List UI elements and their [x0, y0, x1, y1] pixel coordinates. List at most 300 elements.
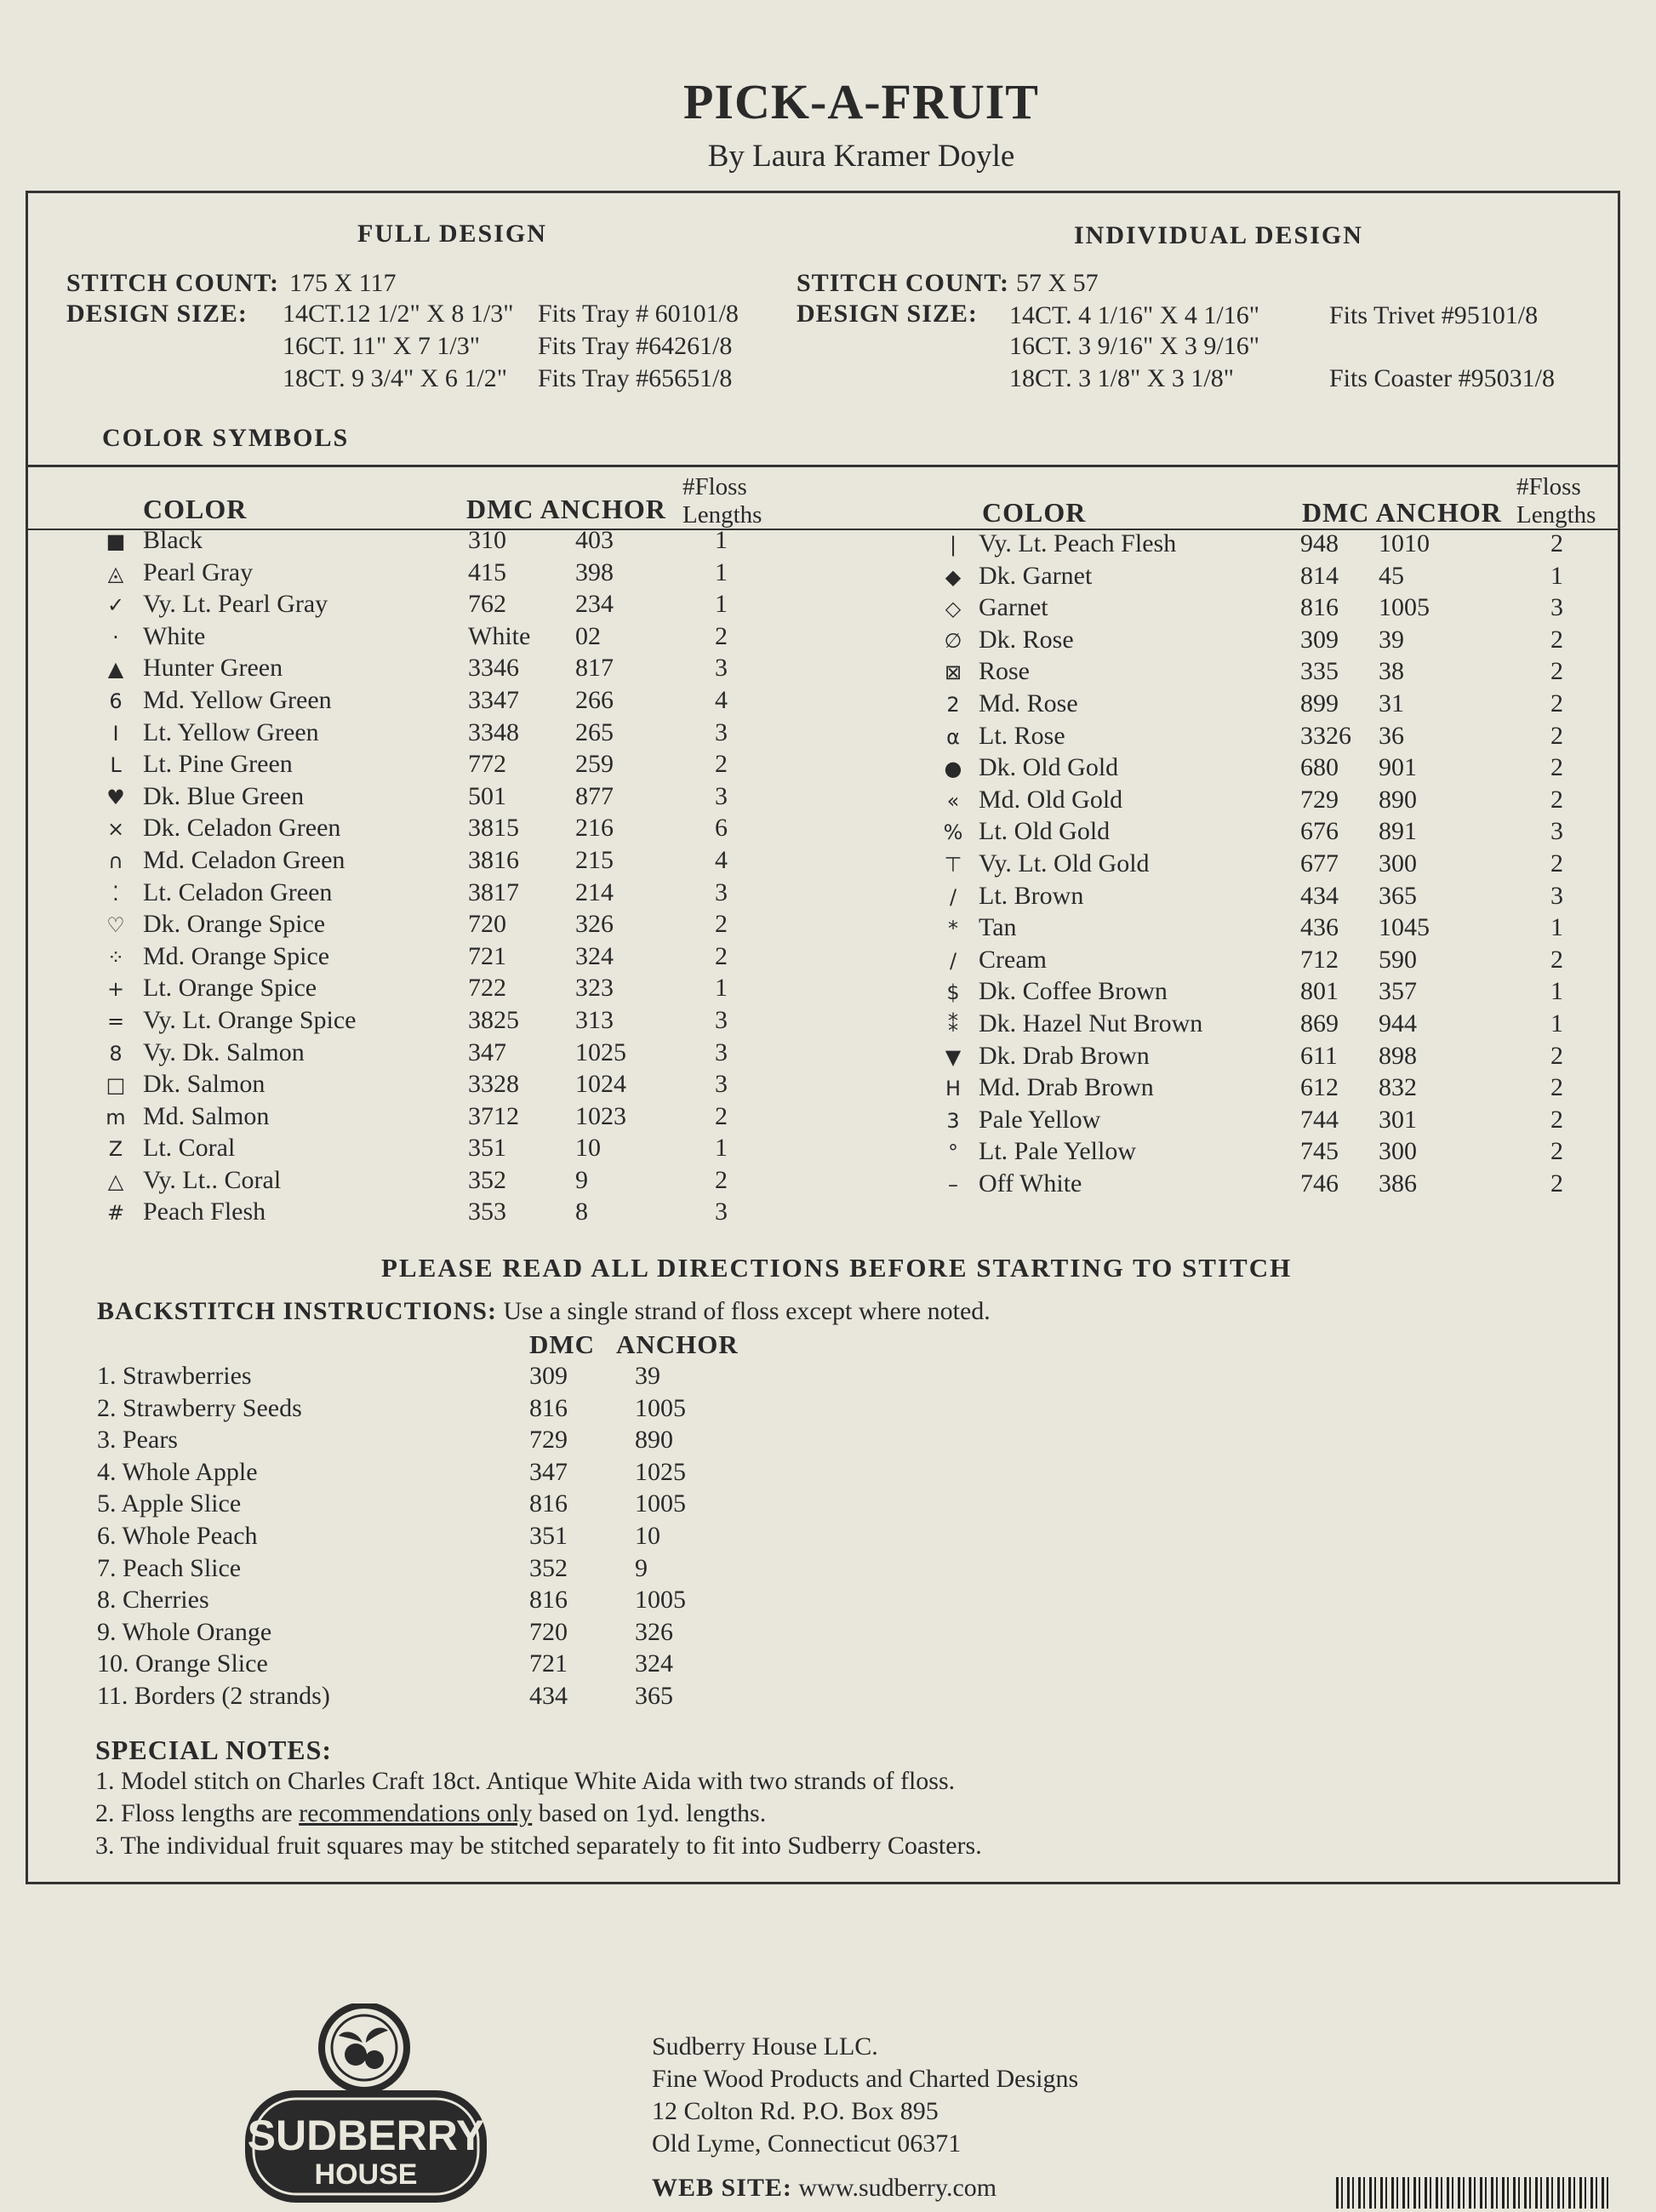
- floss-lengths: 1: [1550, 1009, 1563, 1037]
- note-1: 1. Model stitch on Charles Craft 18ct. Antique White Aida with two strands of floss.: [95, 1767, 956, 1795]
- floss-lengths: 3: [715, 1005, 728, 1034]
- anchor-number: 1010: [1379, 529, 1430, 557]
- symbol-icon: ⁑: [948, 1012, 958, 1037]
- dmc-number: 816: [529, 1393, 568, 1422]
- symbol-icon: ◬: [107, 561, 124, 586]
- backstitch-item: 7. Peach Slice: [97, 1553, 242, 1582]
- dmc-number: 721: [529, 1649, 568, 1678]
- floss-lengths: 2: [1550, 785, 1563, 814]
- dmc-number: 729: [529, 1426, 568, 1455]
- dmc-number: 351: [468, 1134, 506, 1163]
- anchor-number: 1045: [1379, 913, 1430, 942]
- floss-lengths: 3: [715, 717, 728, 746]
- color-name: Garnet: [979, 593, 1048, 622]
- symbol-icon: °: [948, 1140, 958, 1165]
- color-name: Lt. Pine Green: [143, 750, 293, 779]
- author-line: By Laura Kramer Doyle: [707, 139, 1015, 174]
- anchor-number: 45: [1379, 561, 1404, 590]
- anchor-number: 265: [575, 717, 614, 746]
- dmc-number: 816: [529, 1586, 568, 1615]
- dmc-number: 335: [1300, 657, 1339, 686]
- color-name: Black: [143, 526, 203, 554]
- color-name: Lt. Pale Yellow: [979, 1137, 1137, 1166]
- symbol-icon: H: [945, 1077, 962, 1101]
- anchor-number: 8: [575, 1197, 588, 1226]
- floss-lengths: 2: [1550, 529, 1563, 557]
- symbol-icon: ∩: [108, 849, 123, 873]
- dmc-number: 612: [1300, 1073, 1339, 1102]
- anchor-number: 1005: [635, 1393, 686, 1422]
- anchor-number: 891: [1379, 817, 1417, 846]
- symbol-icon: –: [948, 1172, 958, 1197]
- full-size-16ct: 16CT. 11" X 7 1/3": [283, 332, 480, 360]
- color-name: Vy. Lt. Orange Spice: [143, 1005, 357, 1034]
- anchor-number: 890: [635, 1426, 673, 1455]
- dmc-number: 721: [468, 941, 506, 970]
- dmc-number: 3348: [468, 717, 519, 746]
- anchor-number: 1005: [635, 1489, 686, 1518]
- address-line-1: 12 Colton Rd. P.O. Box 895: [652, 2097, 939, 2125]
- symbol-icon: ⁚: [112, 881, 119, 906]
- website-line: [652, 2174, 996, 2203]
- floss-lengths: 2: [1550, 1169, 1563, 1197]
- anchor-number: 1005: [1379, 593, 1430, 622]
- symbol-icon: *: [948, 917, 958, 941]
- symbol-icon: ∅: [944, 628, 962, 653]
- symbol-icon: ▼: [945, 1044, 962, 1069]
- color-name: Lt. Old Gold: [979, 817, 1111, 846]
- floss-lengths: 3: [715, 1197, 728, 1226]
- dmc-number: 353: [468, 1197, 506, 1226]
- dmc-number: 801: [1300, 977, 1339, 1006]
- company-name: Sudberry House LLC.: [652, 2032, 878, 2061]
- backstitch-label: BACKSTITCH INSTRUCTIONS:: [97, 1297, 497, 1325]
- symbol-icon: I: [112, 721, 119, 746]
- color-name: Dk. Blue Green: [143, 781, 305, 810]
- lengths-label: Lengths: [682, 501, 762, 529]
- full-fits-18ct: Fits Tray #65651/8: [538, 364, 733, 392]
- anchor-number: 216: [575, 814, 614, 843]
- symbol-icon: #: [106, 1201, 125, 1226]
- symbol-icon: Z: [108, 1137, 123, 1162]
- floss-lengths: 2: [1550, 945, 1563, 974]
- full-fits-16ct: Fits Tray #64261/8: [538, 332, 733, 360]
- symbol-icon: ♡: [106, 913, 125, 938]
- floss-lengths: 2: [1550, 1137, 1563, 1166]
- ind-size-18ct: 18CT. 3 1/8" X 3 1/8": [1009, 364, 1234, 392]
- color-name: Md. Orange Spice: [143, 941, 330, 970]
- ind-size-16ct: 16CT. 3 9/16" X 3 9/16": [1009, 332, 1259, 360]
- symbol-icon: $: [946, 980, 960, 1005]
- symbol-icon: ⁘: [106, 945, 125, 969]
- symbol-icon: ⊤: [944, 852, 962, 877]
- dmc-number: 415: [468, 557, 506, 586]
- symbol-icon: □: [106, 1073, 126, 1098]
- floss-lengths: 2: [1550, 1041, 1563, 1070]
- dmc-number: 676: [1300, 817, 1339, 846]
- symbol-icon: =: [106, 1009, 125, 1033]
- color-name: Md. Old Gold: [979, 785, 1123, 814]
- symbol-icon: /: [949, 884, 957, 909]
- backstitch-item: 10. Orange Slice: [97, 1649, 268, 1678]
- page-title: PICK-A-FRUIT: [683, 74, 1039, 129]
- anchor-number: 9: [575, 1165, 588, 1194]
- company-address: [652, 2031, 1078, 2160]
- floss-lengths: 1: [715, 1134, 728, 1163]
- logo-graphic: [238, 2003, 494, 2208]
- floss-lengths: 3: [715, 1070, 728, 1099]
- berry-icon: [345, 2043, 367, 2066]
- floss-lengths: 3: [1550, 593, 1563, 622]
- symbol-icon: ×: [106, 817, 125, 842]
- anchor-number: 365: [635, 1681, 673, 1710]
- anchor-number: 357: [1379, 977, 1417, 1006]
- dmc-number: 3347: [468, 685, 519, 714]
- floss-lengths: 1: [715, 526, 728, 554]
- dmc-number: 347: [468, 1037, 506, 1066]
- anchor-number: 365: [1379, 881, 1417, 910]
- directions-banner: PLEASE READ ALL DIRECTIONS BEFORE STARTING TO STITCH: [381, 1253, 1293, 1283]
- color-name: Lt. Coral: [143, 1134, 236, 1163]
- anchor-number: 259: [575, 750, 614, 779]
- backstitch-col-dmc: DMC: [529, 1329, 596, 1359]
- backstitch-item: 1. Strawberries: [97, 1362, 252, 1390]
- anchor-number: 10: [635, 1521, 660, 1550]
- address-line-2: Old Lyme, Connecticut 06371: [652, 2129, 962, 2158]
- dmc-number: 744: [1300, 1105, 1339, 1134]
- symbol-icon: /: [949, 948, 957, 973]
- symbol-icon: %: [943, 820, 963, 845]
- dmc-number: 814: [1300, 561, 1339, 590]
- ind-stitch-count: 57 X 57: [1016, 269, 1099, 297]
- anchor-number: 326: [635, 1617, 673, 1646]
- symbol-icon: ◇: [945, 597, 962, 621]
- floss-lengths: 2: [715, 621, 728, 650]
- left-col-floss: [682, 473, 762, 529]
- floss-lengths: 3: [715, 781, 728, 810]
- color-name: Vy. Lt. Peach Flesh: [979, 529, 1177, 557]
- color-name: Peach Flesh: [143, 1197, 266, 1226]
- dmc-number: 899: [1300, 689, 1339, 717]
- anchor-number: 398: [575, 557, 614, 586]
- color-name: Dk. Coffee Brown: [979, 977, 1168, 1006]
- backstitch-item: 3. Pears: [97, 1426, 178, 1455]
- dmc-number: 729: [1300, 785, 1339, 814]
- anchor-number: 39: [1379, 625, 1404, 654]
- color-name: Cream: [979, 945, 1047, 974]
- ind-fits-14ct: Fits Trivet #95101/8: [1329, 301, 1539, 329]
- color-name: Dk. Salmon: [143, 1070, 266, 1099]
- note-2-start: 2. Floss lengths are: [95, 1799, 300, 1827]
- floss-lengths: 2: [715, 941, 728, 970]
- backstitch-item: 2. Strawberry Seeds: [97, 1393, 302, 1422]
- symbol-icon: L: [110, 753, 122, 778]
- floss-lengths: 1: [715, 557, 728, 586]
- dmc-number: 3712: [468, 1101, 519, 1130]
- full-design-size-label: DESIGN SIZE:: [66, 300, 248, 328]
- anchor-number: 1025: [635, 1457, 686, 1486]
- anchor-number: 1005: [635, 1586, 686, 1615]
- color-name: Lt. Celadon Green: [143, 877, 333, 906]
- dmc-number: 3815: [468, 814, 519, 843]
- backstitch-item: 9. Whole Orange: [97, 1617, 272, 1646]
- floss-label: #Floss: [682, 473, 747, 500]
- anchor-number: 944: [1379, 1009, 1417, 1037]
- anchor-number: 832: [1379, 1073, 1417, 1102]
- color-name: Off White: [979, 1169, 1082, 1197]
- floss-lengths: 2: [1550, 721, 1563, 750]
- anchor-number: 877: [575, 781, 614, 810]
- color-name: Tan: [979, 913, 1017, 942]
- symbol-icon: △: [107, 1169, 124, 1193]
- dmc-number: 436: [1300, 913, 1339, 942]
- dmc-number: 869: [1300, 1009, 1339, 1037]
- logo-text-house: HOUSE: [314, 2158, 418, 2191]
- barcode: [1336, 2177, 1608, 2209]
- dmc-number: 745: [1300, 1137, 1339, 1166]
- dmc-number: 3817: [468, 877, 519, 906]
- floss-lengths: 1: [1550, 913, 1563, 942]
- floss-label: #Floss: [1516, 473, 1581, 500]
- floss-lengths: 2: [1550, 1105, 1563, 1134]
- right-col-color: COLOR: [982, 497, 1087, 528]
- color-name: Vy. Lt. Old Gold: [979, 849, 1150, 877]
- anchor-number: 02: [575, 621, 601, 650]
- symbol-icon: ✓: [106, 593, 125, 618]
- color-name: Pale Yellow: [979, 1105, 1101, 1134]
- anchor-number: 324: [575, 941, 614, 970]
- floss-lengths: 3: [715, 877, 728, 906]
- ind-stitch-count-label: STITCH COUNT:: [797, 269, 1009, 297]
- color-name: Pearl Gray: [143, 557, 254, 586]
- anchor-number: 39: [635, 1362, 660, 1390]
- ind-design-size-label: DESIGN SIZE:: [797, 300, 978, 328]
- floss-lengths: 4: [715, 685, 728, 714]
- anchor-number: 234: [575, 590, 614, 619]
- symbol-icon: ▲: [107, 657, 124, 682]
- symbol-icon: ·: [112, 625, 119, 649]
- dmc-number: 948: [1300, 529, 1339, 557]
- color-name: Md. Yellow Green: [143, 685, 332, 714]
- floss-lengths: 2: [1550, 689, 1563, 717]
- floss-lengths: 3: [1550, 817, 1563, 846]
- dmc-number: 434: [1300, 881, 1339, 910]
- left-col-color: COLOR: [143, 494, 248, 524]
- color-name: Dk. Drab Brown: [979, 1041, 1150, 1070]
- anchor-number: 324: [635, 1649, 673, 1678]
- dmc-number: 712: [1300, 945, 1339, 974]
- anchor-number: 31: [1379, 689, 1404, 717]
- symbol-icon: «: [946, 788, 960, 813]
- anchor-number: 326: [575, 910, 614, 939]
- backstitch-item: 6. Whole Peach: [97, 1521, 258, 1550]
- floss-lengths: 1: [1550, 561, 1563, 590]
- ind-fits-18ct: Fits Coaster #95031/8: [1329, 364, 1556, 392]
- backstitch-item: 5. Apple Slice: [97, 1489, 242, 1518]
- anchor-number: 403: [575, 526, 614, 554]
- ind-size-14ct: 14CT. 4 1/16" X 4 1/16": [1009, 301, 1259, 329]
- anchor-number: 901: [1379, 753, 1417, 782]
- anchor-number: 1023: [575, 1101, 626, 1130]
- symbol-icon: 8: [109, 1041, 123, 1066]
- dmc-number: 310: [468, 526, 506, 554]
- dmc-number: 772: [468, 750, 506, 779]
- color-name: Md. Salmon: [143, 1101, 270, 1130]
- symbol-icon: m: [106, 1105, 126, 1129]
- dmc-number: 309: [529, 1362, 568, 1390]
- floss-lengths: 2: [1550, 849, 1563, 877]
- floss-lengths: 2: [1550, 625, 1563, 654]
- color-name: Vy. Lt.. Coral: [143, 1165, 282, 1194]
- symbol-icon: 6: [109, 689, 123, 713]
- dmc-number: 352: [468, 1165, 506, 1194]
- floss-lengths: 2: [1550, 1073, 1563, 1102]
- dmc-number: 347: [529, 1457, 568, 1486]
- color-name: Md. Celadon Green: [143, 845, 345, 874]
- symbol-icon: ■: [106, 529, 126, 553]
- dmc-number: 3346: [468, 654, 519, 683]
- anchor-number: 214: [575, 877, 614, 906]
- full-stitch-count-label: STITCH COUNT:: [66, 269, 279, 297]
- backstitch-line: [97, 1297, 991, 1326]
- floss-lengths: 3: [1550, 881, 1563, 910]
- color-name: Lt. Yellow Green: [143, 717, 319, 746]
- floss-lengths: 3: [715, 1037, 728, 1066]
- anchor-number: 898: [1379, 1041, 1417, 1070]
- dmc-number: 611: [1300, 1041, 1338, 1070]
- floss-lengths: 2: [715, 1101, 728, 1130]
- floss-lengths: 4: [715, 845, 728, 874]
- backstitch-item: 4. Whole Apple: [97, 1457, 258, 1486]
- color-name: Dk. Hazel Nut Brown: [979, 1009, 1203, 1037]
- color-name: Lt. Rose: [979, 721, 1065, 750]
- symbol-icon: ♥: [106, 785, 125, 809]
- dmc-number: 677: [1300, 849, 1339, 877]
- color-name: Lt. Brown: [979, 881, 1084, 910]
- color-name: Md. Drab Brown: [979, 1073, 1154, 1102]
- full-size-18ct: 18CT. 9 3/4" X 6 1/2": [283, 364, 507, 392]
- color-name: Rose: [979, 657, 1030, 686]
- dmc-number: 720: [529, 1617, 568, 1646]
- full-design-heading: FULL DESIGN: [357, 220, 547, 248]
- dmc-number: 746: [1300, 1169, 1339, 1197]
- color-name: Vy. Lt. Pearl Gray: [143, 590, 328, 619]
- anchor-number: 10: [575, 1134, 601, 1163]
- dmc-number: 720: [468, 910, 506, 939]
- anchor-number: 890: [1379, 785, 1417, 814]
- anchor-number: 313: [575, 1005, 614, 1034]
- dmc-number: 680: [1300, 753, 1339, 782]
- symbol-icon: +: [106, 977, 125, 1002]
- anchor-number: 386: [1379, 1169, 1417, 1197]
- right-col-dmc-anchor: DMC ANCHOR: [1302, 497, 1502, 528]
- floss-lengths: 1: [1550, 977, 1563, 1006]
- symbol-icon: α: [946, 724, 960, 749]
- dmc-number: 816: [529, 1489, 568, 1518]
- anchor-number: 300: [1379, 849, 1417, 877]
- color-name: Vy. Dk. Salmon: [143, 1037, 305, 1066]
- dmc-number: 816: [1300, 593, 1339, 622]
- color-name: Hunter Green: [143, 654, 283, 683]
- dmc-number: 351: [529, 1521, 568, 1550]
- anchor-number: 38: [1379, 657, 1404, 686]
- symbol-icon: 3: [946, 1108, 960, 1133]
- note-2-emphasis: recommendations only: [299, 1799, 533, 1827]
- anchor-number: 323: [575, 974, 614, 1003]
- floss-lengths: 2: [715, 910, 728, 939]
- dmc-number: 434: [529, 1681, 568, 1710]
- dmc-number: 722: [468, 974, 506, 1003]
- anchor-number: 817: [575, 654, 614, 683]
- logo-text-sudberry: SUDBERRY: [247, 2112, 485, 2159]
- symbol-icon: ⊠: [944, 660, 962, 685]
- floss-lengths: 3: [715, 654, 728, 683]
- lengths-label: Lengths: [1516, 501, 1596, 529]
- anchor-number: 590: [1379, 945, 1417, 974]
- floss-lengths: 1: [715, 590, 728, 619]
- company-tagline: Fine Wood Products and Charted Designs: [652, 2065, 1079, 2093]
- right-col-floss: [1516, 473, 1596, 529]
- anchor-number: 300: [1379, 1137, 1417, 1166]
- dmc-number: 3328: [468, 1070, 519, 1099]
- color-name: Dk. Rose: [979, 625, 1074, 654]
- backstitch-text: Use a single strand of floss except where noted.: [503, 1297, 991, 1325]
- anchor-number: 1025: [575, 1037, 626, 1066]
- anchor-number: 36: [1379, 721, 1404, 750]
- color-name: White: [143, 621, 206, 650]
- floss-lengths: 2: [1550, 753, 1563, 782]
- anchor-number: 1024: [575, 1070, 626, 1099]
- berry-icon: [365, 2050, 384, 2069]
- full-fits-14ct: Fits Tray # 60101/8: [538, 300, 739, 328]
- symbol-icon: ◆: [945, 564, 962, 589]
- color-name: Dk. Old Gold: [979, 753, 1119, 782]
- anchor-number: 301: [1379, 1105, 1417, 1134]
- backstitch-item: 11. Borders (2 strands): [97, 1681, 330, 1710]
- backstitch-col-anchor: ANCHOR: [616, 1329, 739, 1359]
- floss-lengths: 1: [715, 974, 728, 1003]
- individual-design-heading: INDIVIDUAL DESIGN: [1074, 221, 1363, 249]
- anchor-number: 215: [575, 845, 614, 874]
- left-col-dmc-anchor: DMC ANCHOR: [466, 494, 666, 524]
- symbol-icon: 2: [946, 692, 960, 717]
- note-3: 3. The individual fruit squares may be stitched separately to fit into Sudberry Coasters.: [95, 1832, 982, 1860]
- dmc-number: 309: [1300, 625, 1339, 654]
- dmc-number: 3825: [468, 1005, 519, 1034]
- color-name: Md. Rose: [979, 689, 1078, 717]
- symbol-icon: ●: [944, 757, 962, 781]
- dmc-number: 3816: [468, 845, 519, 874]
- color-symbols-heading: COLOR SYMBOLS: [102, 424, 350, 452]
- anchor-number: 266: [575, 685, 614, 714]
- dmc-number: 352: [529, 1553, 568, 1582]
- note-2: [95, 1799, 766, 1828]
- floss-lengths: 2: [715, 1165, 728, 1194]
- dmc-number: White: [468, 621, 531, 650]
- symbol-icon: |: [949, 533, 957, 557]
- color-name: Dk. Orange Spice: [143, 910, 326, 939]
- floss-lengths: 6: [715, 814, 728, 843]
- color-name: Dk. Celadon Green: [143, 814, 341, 843]
- anchor-number: 9: [635, 1553, 648, 1582]
- website-link[interactable]: www.sudberry.com: [798, 2174, 997, 2202]
- color-name: Lt. Orange Spice: [143, 974, 317, 1003]
- note-2-end: based on 1yd. lengths.: [532, 1799, 767, 1827]
- full-stitch-count: 175 X 117: [289, 269, 397, 297]
- floss-lengths: 2: [715, 750, 728, 779]
- color-name: Dk. Garnet: [979, 561, 1093, 590]
- website-label: WEB SITE:: [652, 2174, 792, 2202]
